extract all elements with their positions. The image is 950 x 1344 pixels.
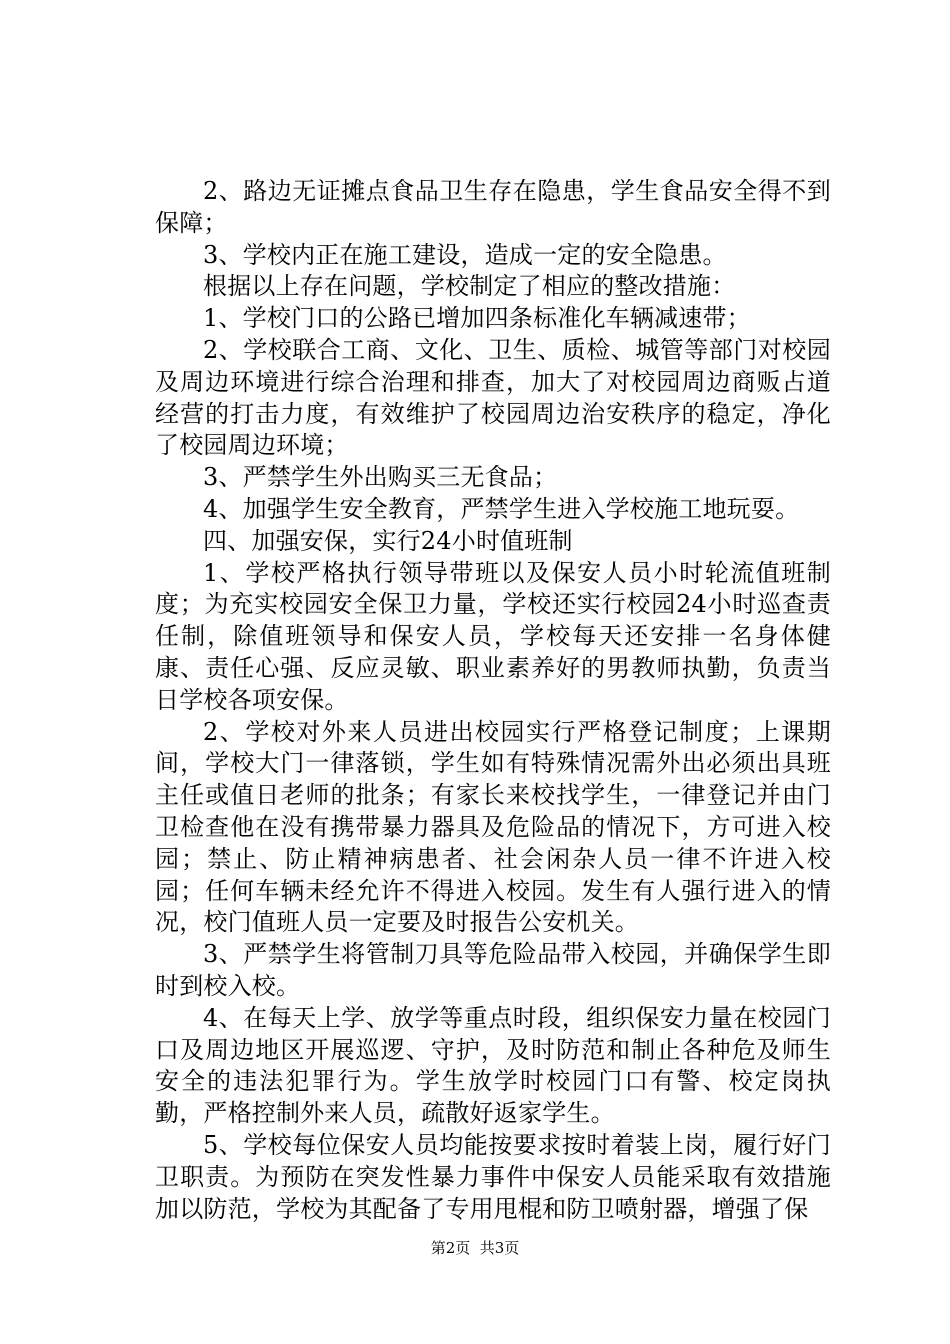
page-footer: 第2页 共3页 <box>430 1239 520 1257</box>
paragraph-10: 2、学校对外来人员进出校园实行严格登记制度；上课期间，学校大门一律落锁，学生如有特殊情况需外出必须出具班主任或值日老师的批条；有家长来校找学生，一律登记并由门卫检查他在没有携带暴力器具及危险品的情况下，方可进入校园；禁止、防止精神病患者、社会闲杂人员一律不许进入校园；任何车辆未经允许不得进入校园。发生有人强行进入的情况，校门值班人员一定要及时报告公安机关。 <box>155 717 831 937</box>
paragraph-11: 3、严禁学生将管制刀具等危险品带入校园，并确保学生即时到校入校。 <box>155 940 831 1000</box>
paragraph-3: 根据以上存在问题，学校制定了相应的整改措施： <box>203 272 736 301</box>
paragraph-6: 3、严禁学生外出购买三无食品； <box>203 463 558 492</box>
paragraph-13: 5、学校每位保安人员均能按要求按时着装上岗，履行好门卫职责。为预防在突发性暴力事件中保安人员能采取有效措施加以防范，学校为其配备了专用甩棍和防卫喷射器，增强了保 <box>155 1130 831 1223</box>
paragraph-9: 1、学校严格执行领导带班以及保安人员小时轮流值班制度；为充实校园安全保卫力量，学校还实行校园24小时巡查责任制，除值班领导和保安人员，学校每天还安排一名身体健康、责任心强、反应灵敏、职业素养好的男教师执勤，负责当日学校各项安保。 <box>155 558 831 714</box>
document-body <box>155 176 831 1225</box>
paragraph-4: 1、学校门口的公路已增加四条标准化车辆减速带； <box>203 304 751 333</box>
paragraph-5: 2、学校联合工商、文化、卫生、质检、城管等部门对校园及周边环境进行综合治理和排查，加大了对校园周边商贩占道经营的打击力度，有效维护了校园周边治安秩序的稳定，净化了校园周边环境； <box>155 335 831 460</box>
paragraph-2: 3、学校内正在施工建设，造成一定的安全隐患。 <box>203 240 727 269</box>
paragraph-7: 4、加强学生安全教育，严禁学生进入学校施工地玩耍。 <box>203 494 800 523</box>
paragraph-12: 4、在每天上学、放学等重点时段，组织保安力量在校园门口及周边地区开展巡逻、守护，及时防范和制止各种危及师生安全的违法犯罪行为。学生放学时校园门口有警、校定岗执勤，严格控制外来人员，疏散好返家学生。 <box>155 1003 831 1128</box>
section-heading: 四、加强安保，实行24小时值班制 <box>203 526 573 555</box>
paragraph-1: 2、路边无证摊点食品卫生存在隐患，学生食品安全得不到保障； <box>155 177 831 237</box>
